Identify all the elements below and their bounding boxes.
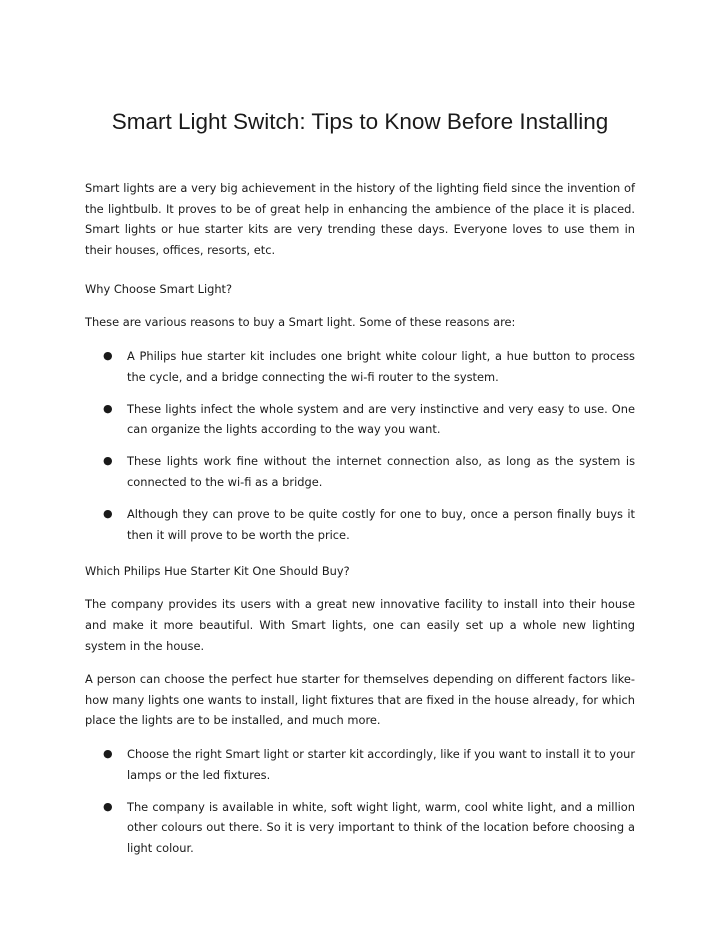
list-item xyxy=(85,451,635,492)
bullet-icon: ● xyxy=(103,746,113,760)
list-item xyxy=(85,399,635,440)
document-body xyxy=(85,178,635,874)
intro-paragraph: Smart lights are a very big achievement in the history of the lighting field since the invention of the lightbulb. It proves to be of great help in enhancing the ambience of the place it is placed. Smart lights or hue starter kits are very trending these days. Everyone loves to use them in their houses, offices, resorts, etc. xyxy=(85,181,635,257)
list-item-text: Choose the right Smart light or starter kit accordingly, like if you want to install it to your lamps or the led fixtures. xyxy=(127,746,636,782)
bullet-icon: ● xyxy=(103,454,113,468)
list-item xyxy=(85,797,635,859)
bullet-icon: ● xyxy=(103,507,113,521)
list-item xyxy=(85,346,635,387)
list-item xyxy=(85,504,635,545)
list-item-text: These lights work fine without the internet connection also, as long as the system is connected to the wi-fi as a bridge. xyxy=(127,454,635,490)
section-heading-why-choose: Why Choose Smart Light? xyxy=(85,281,233,296)
section-heading-which-kit: Which Philips Hue Starter Kit One Should Buy? xyxy=(85,563,350,578)
tips-list xyxy=(85,744,635,858)
choose-paragraph: A person can choose the perfect hue starter for themselves depending on different factors like- how many lights one wants to install, light fixtures that are fixed in the house already, for which place the lights are to be installed, and much more. xyxy=(85,672,635,728)
list-item-text: Although they can prove to be quite costly for one to buy, once a person finally buys it then it will prove to be worth the price. xyxy=(127,507,635,542)
bullet-icon: ● xyxy=(103,401,113,415)
company-paragraph: The company provides its users with a great new innovative facility to install into their house and make it more beautiful. With Smart lights, one can easily set up a whole new lighting system in the house. xyxy=(85,597,635,653)
list-item xyxy=(85,744,635,785)
list-item-text: A Philips hue starter kit includes one bright white colour light, a hue button to process the cycle, and a bridge connecting the wi-fi router to the system. xyxy=(127,349,635,384)
bullet-icon: ● xyxy=(103,349,113,363)
list-item-text: These lights infect the whole system and are very instinctive and very easy to use. One can organize the lights according to the way you want. xyxy=(127,401,635,437)
list-item-text: The company is available in white, soft wight light, warm, cool white light, and a million other colours out there. So it is very important to think of the location before choosing a light colour. xyxy=(127,799,635,855)
reasons-lead-paragraph: These are various reasons to buy a Smart light. Some of these reasons are: xyxy=(85,315,516,330)
reasons-list xyxy=(85,346,635,545)
document-title: Smart Light Switch: Tips to Know Before Installing xyxy=(111,109,609,134)
bullet-icon: ● xyxy=(103,799,113,813)
